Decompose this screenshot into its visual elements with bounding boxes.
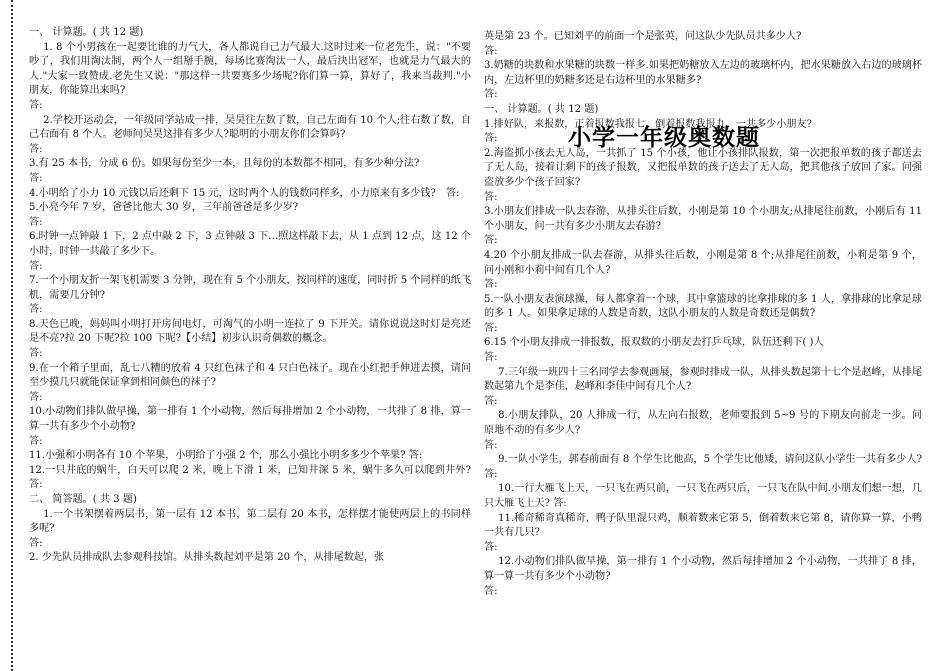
right-paragraph: 答: [484, 191, 498, 203]
left-paragraph: 答: [29, 304, 43, 316]
left-paragraph: 答: [29, 99, 43, 111]
right-paragraph: 8.小朋友排队，20 人排成一行，从左向右报数，老师要报到 5~9 号的下期友向前走一步。问原地不动的有多少人? [484, 410, 922, 437]
right-paragraph: 12.小动物们排队做早操，第一排有 1 个小动物，然后每排增加 2 个小动物，一共排了 8 排，算一算一共有多少个小动物? [484, 556, 922, 582]
right-paragraph: 答: [484, 279, 498, 291]
right-paragraph: 5.一队小朋友表演球操，每人都拿着一个球，其中拿篮球的比拿排球的多 1 人，拿排球的比拿足球的多 1 人。如果拿足球的人数是奇数，这队小朋友的人数是奇数还是偶数? [484, 293, 922, 320]
left-paragraph: 答: [29, 216, 43, 228]
right-paragraph: 一、 计算题。( 共 12 题) [484, 103, 599, 115]
left-paragraph: 2. 少先队员排成队去参观科技馆。从排头数起刘平是第 20 个，从排尾数起，张 [29, 552, 385, 564]
right-paragraph: 3.小朋友们排成一队去春游，从排头往后数，小刚是第 10 个小朋友;从排尾往前数，小刚后有 11 个小朋友，问一共有多少小朋友去春游? [484, 206, 922, 232]
binding-margin-line [11, 0, 13, 671]
right-paragraph: 答: [484, 352, 498, 364]
left-column [29, 26, 471, 566]
right-column [484, 30, 933, 599]
left-paragraph: 5.小亮今年 7 岁，爸爸比他大 30 岁，三年前爸爸是多少岁? [29, 202, 299, 214]
left-paragraph: 答: [29, 391, 43, 403]
left-paragraph: 2.学校开运动会，一年级同学站成一排，吴昊往左数了数，自己左面有 10 个人;往右数了数，自己右面有 8 个人。老师问吴昊这排有多少人?聪明的小朋友你们会算吗? [29, 114, 471, 141]
left-paragraph: 4.小明给了小力 10 元钱以后还剩下 15 元，这时两个人的钱数同样多，小力原来有多少钱? 答: [29, 187, 460, 199]
left-paragraph: 11.小强和小明各有 10 个苹果，小明给了小强 2 个，那么小强比小明多多少个苹果? 答: [29, 450, 423, 462]
right-paragraph: 答: [484, 439, 498, 451]
left-paragraph: 答: [29, 435, 43, 447]
right-paragraph: 3.奶糖的块数和水果糖的块数一样多.如果把奶糖放入左边的玻璃杯内，把水果糖放入右边的玻璃杯内，左边杯里的奶糖多还是右边杯里的水果糖多? [484, 60, 922, 86]
right-paragraph: 答: [484, 395, 498, 407]
right-paragraph: 答: [484, 45, 498, 57]
worksheet-title: 小学一年级奥数题 [568, 125, 760, 151]
left-paragraph: 答: [29, 537, 43, 549]
right-paragraph: 2.海盗抓小孩去无人岛，一共抓了 15 个小孩，他让小孩排队报数，第一次把报单数的孩子都送去了无人岛，接着让剩下的孩子报数，又把报单数的孩子送去了无人岛，把其他孩子放回了家。问强盗放多少个孩子回家? [484, 147, 922, 188]
right-paragraph: 答: [484, 585, 498, 597]
left-paragraph: 答: [29, 172, 43, 184]
right-paragraph: 1.排好队，来报数，正着报数我报七，倒着报数我报九，一共多少小朋友? [484, 118, 812, 130]
right-paragraph: 7.三年级一班四十三名同学去参观画展，参观时排成一队，从排头数起第十七个是赵峰，从排尾数起第九个是李佳，赵峰和李佳中间有几个人? [484, 366, 922, 393]
left-paragraph: 答: [29, 143, 43, 155]
left-paragraph: 答: [29, 260, 43, 272]
right-paragraph: 答: [484, 133, 498, 145]
right-paragraph: 答: [484, 89, 498, 101]
left-paragraph: 二、 简答题。( 共 3 题) [29, 494, 137, 505]
right-paragraph: 11.稀奇稀奇真稀奇，鸭子队里混只鸡，顺着数来它第 5，倒着数来它第 8，请你算一算，小鸭一共有几只? [484, 512, 922, 539]
left-paragraph: 7.一个小朋友折一架飞机需要 3 分钟，现在有 5 个小朋友，按同样的速度，同时折 5 个同样的纸飞机，需要几分钟? [29, 275, 471, 301]
right-paragraph: 4.20 个小朋友排成一队去春游，从排头往后数，小刚是第 8 个;从排尾往前数，小莉是第 9 个，问小刚和小莉中间有几个人? [484, 249, 922, 276]
left-paragraph: 3.有 25 本书，分成 6 份。如果每份至少一本，且每份的本数都不相同，有多少种分法? [29, 158, 420, 170]
left-paragraph: 答: [29, 348, 43, 360]
right-paragraph: 6.15 个小朋友排成一排报数，报双数的小朋友去打乒乓球，队伍还剩下( )人 [484, 337, 824, 349]
right-paragraph: 10.一行大雁飞上天，一只飞在两只前，一只飞在两只后，一只飞在队中间.小朋友们想一想，几只大雁飞上天? 答: [484, 483, 922, 509]
left-paragraph: 1. 8 个小男孩在一起要比谁的力气大，各人都说自己力气最大.这时过来一位老先生，说："不要吵了，我们用淘汰制，两个人一组掰手腕，每场比赛淘汰一人，最后決出冠军，也就是力气最大的人."大家一致赞成.老先生又说："那这样一共要赛多少场呢?你们算一算，算好了，我来当裁判."小朋友，你能算出来吗? [29, 41, 471, 97]
left-paragraph: 8.天色已晚，妈妈叫小明打开房间电灯，可淘气的小明一连拉了 9 下开关。请你说说这时灯是亮还是不亮?拉 20 下呢?拉 100 下呢?【小结】初步认识奇偶数的概念。 [29, 318, 471, 345]
left-paragraph: 6.时钟一点钟敲 1 下，2 点中敲 2 下，3 点钟敲 3 下…照这样敲下去，从 1 点到 12 点，这 12 个小时，时钟一共敲了多少下。 [29, 231, 471, 257]
left-paragraph: 9.在一个箱子里面，乱七八糟的放着 4 只红色袜子和 4 只白色袜子。现在小红把手伸进去摸，请问至少摸几只就能保证拿到相同颜色的袜子? [29, 362, 471, 389]
right-paragraph: 答: [484, 322, 498, 334]
right-paragraph: 答: [484, 541, 498, 553]
left-paragraph: 10.小动物们排队做早操，第一排有 1 个小动物，然后每排增加 2 个小动物，一共排了 8 排，算一算一共有多少个小动物? [29, 406, 471, 433]
left-paragraph: 1.一个书架摆着两层书，第一层有 12 本书，第二层有 20 本书，怎样摆才能使两层上的书同样多呢? [29, 508, 471, 535]
right-paragraph: 答: [484, 235, 498, 247]
left-paragraph: 一、 计算题。( 共 12 题) [29, 27, 144, 38]
right-paragraph: 9.一队小学生，郭春前面有 8 个学生比他高，5 个学生比他矮，请问这队小学生一共有多少人? 答: [484, 454, 933, 480]
right-paragraph: 英是第 23 个。已知刘平的前面一个是张英，问这队少先队员共多少人? [484, 31, 802, 42]
left-paragraph: 12.一只井底的蜗牛，白天可以爬 2 米，晚上下滑 1 米，已知井深 5 米，蜗牛多久可以爬到井外? 答: [29, 464, 471, 491]
